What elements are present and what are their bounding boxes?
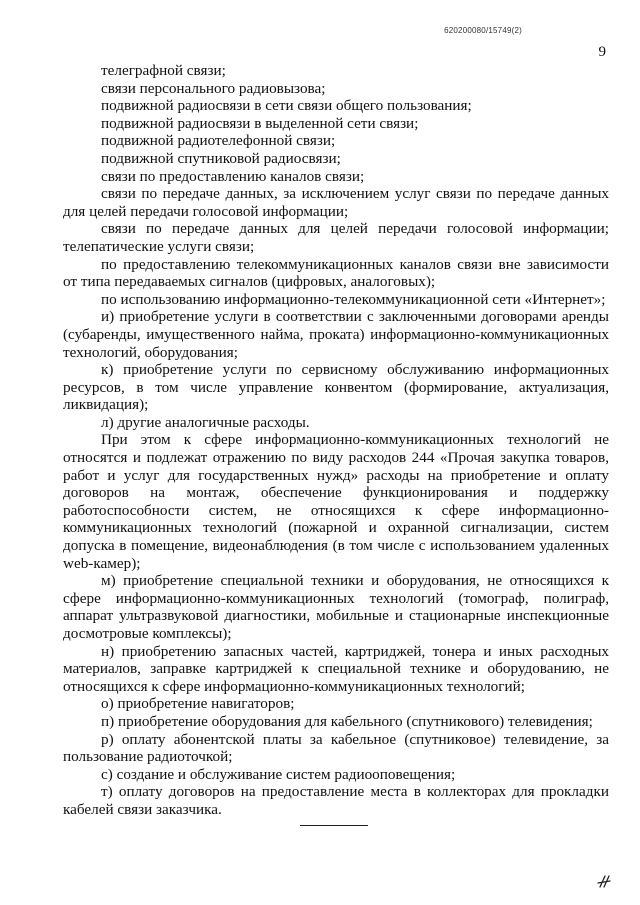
paragraph: т) оплату договоров на предоставление места в коллекторах для прокладки кабелей связи заказчика. xyxy=(63,783,609,818)
end-separator-line xyxy=(300,825,368,826)
paragraph: по использованию информационно-телекоммуникационной сети «Интернет»; xyxy=(101,290,606,308)
paragraph: связи персонального радиовызова; xyxy=(101,79,326,97)
paragraph: связи по передаче данных для целей передачи голосовой информации; телепатические услуги связи; xyxy=(63,220,609,255)
paragraph: к) приобретение услуги по сервисному обслуживанию информационных ресурсов, в том числе управление конвентом (формирование, актуализация, ликвидация); xyxy=(63,361,609,414)
paragraph: телеграфной связи; xyxy=(101,62,226,79)
paragraph: р) оплату абонентской платы за кабельное (спутниковое) телевидение, за пользование радиоточкой; xyxy=(63,730,609,766)
paragraph: о) приобретение навигаторов; xyxy=(101,695,295,713)
paragraph: подвижной радиосвязи в выделенной сети связи; xyxy=(101,114,419,132)
page-number: 9 xyxy=(598,44,606,60)
handwritten-mark-icon xyxy=(594,870,616,892)
paragraph: л) другие аналогичные расходы. xyxy=(101,413,310,431)
paragraph: связи по предоставлению каналов связи; xyxy=(101,167,365,185)
document-body xyxy=(63,62,609,819)
paragraph: При этом к сфере информационно-коммуникационных технологий не относятся и подлежат отражению по виду расходов 244 «Прочая закупка товаров, работ и услуг для государственных нужд» расходы на приобретение и оплату договоров на монтаж, обеспечение функционирования и поддержку работоспособности систем, не относящихся к сфере информационно-коммуникационных технологий (пожарной и охранной сигнализации, систем допуска в помещение, видеонаблюдения (в том числе с использованием удаленных web-камер); xyxy=(63,431,609,572)
paragraph: н) приобретению запасных частей, картриджей, тонера и иных расходных материалов, заправке картриджей к специальной технике и оборудованию, не относящихся к сфере информационно-коммуникационных технологий; xyxy=(63,642,609,695)
paragraph: подвижной радиотелефонной связи; xyxy=(101,132,336,150)
paragraph: связи по передаче данных, за исключением услуг связи по передаче данных для целей передачи голосовой информации; xyxy=(63,185,609,220)
paragraph: м) приобретение специальной техники и оборудования, не относящихся к сфере информационно-коммуникационных технологий (томограф, полиграф, аппарат ультразвуковой диагностики, мобильные и стационарные инспекционные досмотровые комплексы); xyxy=(63,572,609,642)
paragraph: подвижной спутниковой радиосвязи; xyxy=(101,149,341,167)
document-code: 620200080/15749(2) xyxy=(444,26,522,35)
paragraph: по предоставлению телекоммуникационных каналов связи вне зависимости от типа передаваемых сигналов (цифровых, аналоговых); xyxy=(63,255,609,291)
paragraph: п) приобретение оборудования для кабельного (спутникового) телевидения; xyxy=(101,712,593,730)
paragraph: и) приобретение услуги в соответствии с заключенными договорами аренды (субаренды, имущественного найма, проката) информационно-коммуникационных технологий, оборудования; xyxy=(63,308,609,361)
paragraph: с) создание и обслуживание систем радиооповещения; xyxy=(101,765,456,783)
paragraph: подвижной радиосвязи в сети связи общего пользования; xyxy=(101,97,472,115)
